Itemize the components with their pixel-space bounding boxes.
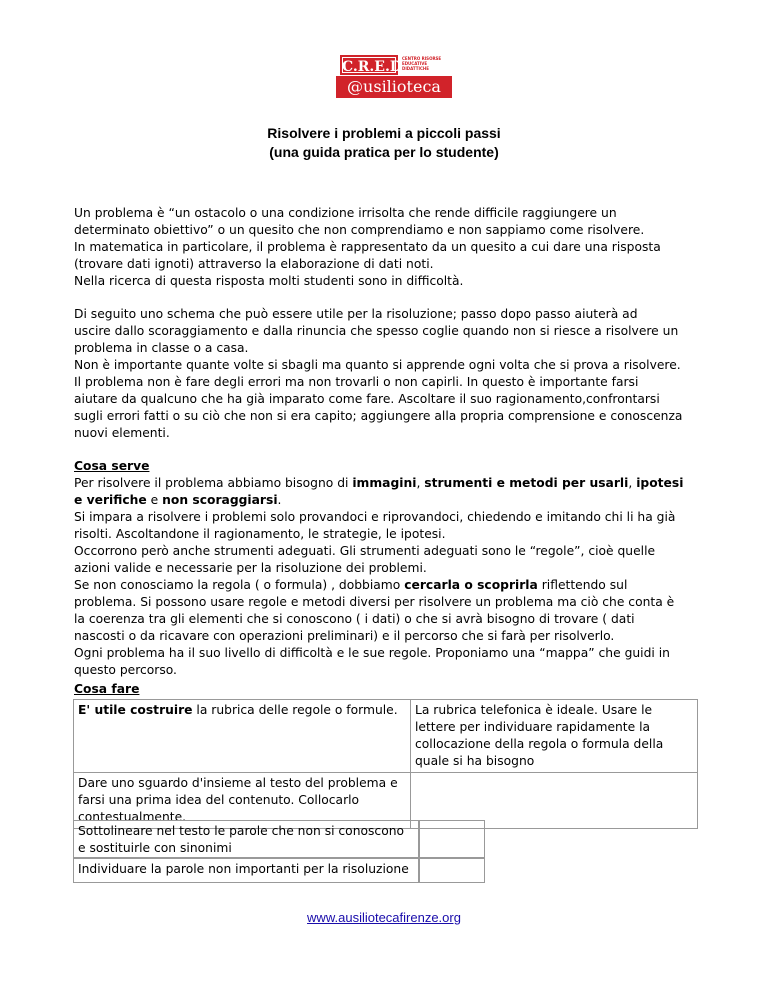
text-line: problema in classe o a casa. bbox=[74, 341, 249, 355]
text-line: (trovare dati ignoti) attraverso la elaborazione di dati noti. bbox=[74, 257, 434, 271]
page-title bbox=[0, 124, 768, 162]
text-line: Non è importante quante volte si sbagli ma quanto si apprende ogni volta che si prova a risolvere. bbox=[74, 358, 681, 372]
section-heading-cosa-serve: Cosa serve bbox=[74, 459, 150, 473]
text-line: In matematica in particolare, il problema è rappresentato da un quesito a cui dare una risposta bbox=[74, 240, 661, 254]
title-line-2: (una guida pratica per lo studente) bbox=[269, 144, 499, 160]
text-line: determinato obiettivo” o un quesito che non comprendiamo e non sappiamo come risolvere. bbox=[74, 223, 645, 237]
text-line: aiutare da qualcuno che ha già imparato come fare. Ascoltare il suo ragionamento,confrontarsi bbox=[74, 392, 660, 406]
bold-term: strumenti e metodi per usarli bbox=[424, 476, 629, 490]
section-heading-cosa-fare: Cosa fare bbox=[74, 682, 140, 696]
table-row bbox=[74, 700, 698, 773]
cred-logo-subtitle: CENTRO RISORSE EDUCATIVE DIDATTICHE bbox=[402, 56, 442, 71]
bold-term: immagini bbox=[352, 476, 417, 490]
text-line bbox=[74, 475, 706, 492]
bold-term: non scoraggiarsi bbox=[162, 493, 278, 507]
table-cell-empty bbox=[419, 820, 485, 858]
text-line: Ogni problema ha il suo livello di difficoltà e le sue regole. Proponiamo una “mappa” che guidi in bbox=[74, 646, 670, 660]
text-span: , bbox=[628, 476, 637, 490]
text-line: azioni valide e necessarie per la risoluzione dei problemi. bbox=[74, 561, 427, 575]
text-span: , bbox=[416, 476, 425, 490]
cosa-fare-section bbox=[74, 681, 706, 698]
text-span: Se non conosciamo la regola ( o formula) , dobbiamo bbox=[74, 578, 405, 592]
text-span: . bbox=[277, 493, 282, 507]
logo bbox=[314, 52, 452, 100]
intro-paragraph-2 bbox=[74, 306, 706, 442]
cred-logo-text: C.R.E.D. bbox=[340, 55, 398, 75]
table-cell: La rubrica telefonica è ideale. Usare le lettere per individuare rapidamente la collocazione della regola o formula della quale si ha bisogno bbox=[411, 700, 698, 773]
footer-website-link[interactable]: www.ausiliotecafirenze.org bbox=[307, 910, 461, 925]
table-row-unimportant-words: Individuare la parole non importanti per la risoluzione bbox=[73, 858, 419, 883]
text-line: Di seguito uno schema che può essere utile per la risoluzione; passo dopo passo aiuterà ad bbox=[74, 307, 638, 321]
text-line: problema. Si possono usare regole e metodi diversi per risolvere un problema ma ciò che conta è bbox=[74, 595, 675, 609]
text-line: Occorrono però anche strumenti adeguati. Gli strumenti adeguati sono le “regole”, cioè quelle bbox=[74, 544, 656, 558]
ausilioteca-logo-text: @usilioteca bbox=[336, 76, 452, 98]
text-line: Si impara a risolvere i problemi solo provandoci e riprovandoci, chiedendo e imitando chi li ha già bbox=[74, 510, 676, 524]
table-cell bbox=[74, 700, 411, 773]
text-span: Per risolvere il problema abbiamo bisogno di bbox=[74, 476, 353, 490]
text-line: nuovi elementi. bbox=[74, 426, 170, 440]
text-line: risolti. Ascoltandone il ragionamento, le strategie, le ipotesi. bbox=[74, 527, 446, 541]
table-cell: Dare uno sguardo d'insieme al testo del problema e farsi una prima idea del contenuto. Collocarlo contestualmente. bbox=[74, 773, 411, 829]
title-line-1: Risolvere i problemi a piccoli passi bbox=[267, 125, 501, 141]
table-cell-empty bbox=[419, 858, 485, 883]
intro-paragraph-1 bbox=[74, 205, 706, 290]
cosa-serve-section bbox=[74, 458, 706, 679]
bold-term: ipotesi bbox=[636, 476, 684, 490]
text-line: nascosti o da ricavare con operazioni preliminari) e il percorso che si farà per risolverlo. bbox=[74, 629, 615, 643]
table-row-underline-words: Sottolineare nel testo le parole che non si conoscono e sostituirle con sinonimi bbox=[73, 820, 419, 858]
text-line: uscire dallo scoraggiamento e dalla rinuncia che spesso coglie quando non si riesce a risolvere un bbox=[74, 324, 679, 338]
text-line: Nella ricerca di questa risposta molti studenti sono in difficoltà. bbox=[74, 274, 464, 288]
bold-term: cercarla o scoprirla bbox=[404, 578, 538, 592]
bold-term: E' utile costruire bbox=[78, 703, 193, 717]
text-line: questo percorso. bbox=[74, 663, 177, 677]
text-line: Un problema è “un ostacolo o una condizione irrisolta che rende difficile raggiungere un bbox=[74, 206, 617, 220]
text-line: Il problema non è fare degli errori ma non trovarli o non capirli. In questo è importante farsi bbox=[74, 375, 639, 389]
bold-term: e verifiche bbox=[74, 493, 147, 507]
text-span: e bbox=[146, 493, 163, 507]
text-line bbox=[74, 577, 706, 594]
text-line: la coerenza tra gli elementi che si conoscono ( i dati) o che si avrà bisogno di trovare ( dati bbox=[74, 612, 635, 626]
text-span: riflettendo sul bbox=[537, 578, 628, 592]
text-span: la rubrica delle regole o formule. bbox=[192, 703, 398, 717]
cosa-fare-table bbox=[73, 699, 698, 829]
text-line bbox=[74, 492, 706, 509]
text-line: sugli errori fatti o su ciò che non si era capito; aggiungere alla propria comprensione e conoscenza bbox=[74, 409, 683, 423]
